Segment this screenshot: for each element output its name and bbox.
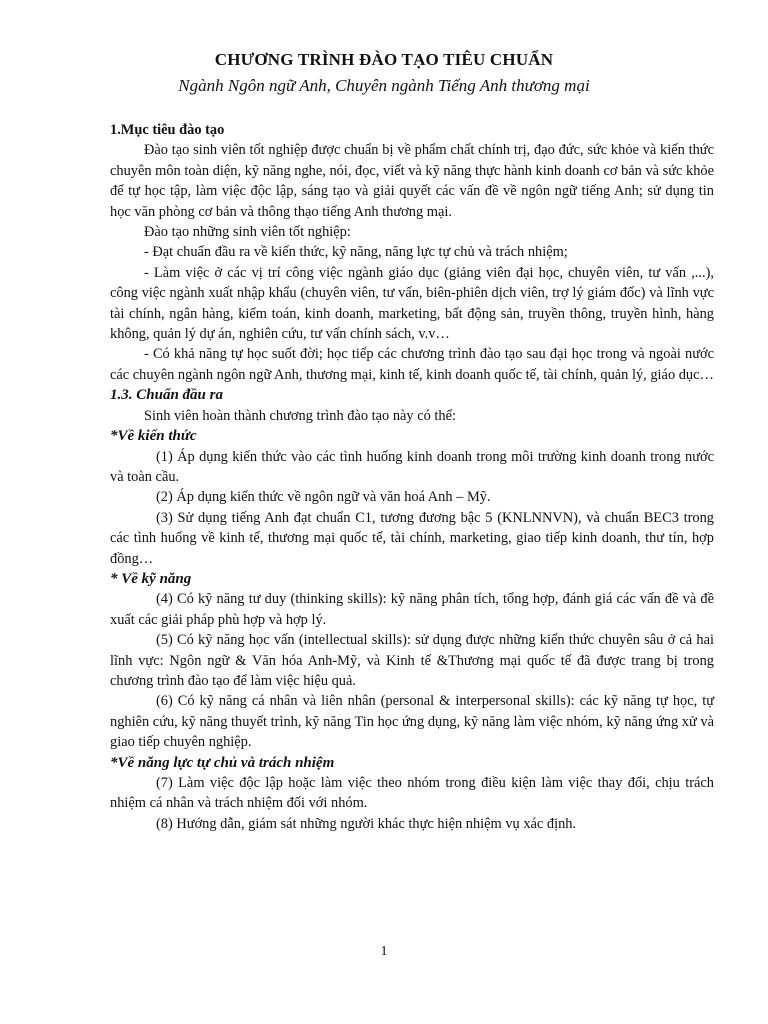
paragraph: Sinh viên hoàn thành chương trình đào tạo này có thể:: [144, 407, 456, 424]
subheading-skills: * Về kỹ năng: [110, 570, 192, 587]
section-heading-objectives: 1.Mục tiêu đào tạo: [110, 122, 225, 138]
page-number: 1: [380, 944, 388, 959]
paragraph: Đào tạo sinh viên tốt nghiệp được chuẩn bị về phẩm chất chính trị, đạo đức, sức khỏe và kiến thức chuyên môn toàn diện, kỹ năng nghe, nói, đọc, viết và kỹ năng thực hành kinh doanh cơ bản và sức khỏe để tự học tập, làm việc độc lập, sáng tạo và giải quyết các vấn đề về ngôn ngữ tiếng Anh; sử dụng tin học văn phòng cơ bản và thông thạo tiếng Anh thương mại.: [110, 142, 714, 220]
bullet-item: - Đạt chuẩn đầu ra về kiến thức, kỹ năng, năng lực tự chủ và trách nhiệm;: [144, 244, 568, 261]
subheading-knowledge: *Về kiến thức: [110, 428, 197, 445]
outcome-item: (8) Hướng dẫn, giám sát những người khác thực hiện nhiệm vụ xác định.: [156, 815, 577, 832]
outcome-item: (4) Có kỹ năng tư duy (thinking skills): kỹ năng phân tích, tổng hợp, đánh giá các vấn đề và đề xuất các giải pháp phù hợp và hợp lý.: [110, 591, 714, 628]
section-heading-outcomes: 1.3. Chuẩn đầu ra: [110, 387, 223, 404]
outcome-item: (2) Áp dụng kiến thức về ngôn ngữ và văn hoá Anh – Mỹ.: [156, 489, 491, 506]
outcome-item: (1) Áp dụng kiến thức vào các tình huống kinh doanh trong môi trường kinh doanh trong nước và toàn cầu.: [110, 448, 714, 485]
document-body: [110, 120, 714, 834]
outcome-item: (3) Sử dụng tiếng Anh đạt chuẩn C1, tương đương bậc 5 (KNLNNVN), và chuẩn BEC3 trong các tình huống về kinh tế, thương mại quốc tế, tài chính, marketing, giao tiếp kinh doanh, thư tín, hợp đồng…: [110, 509, 714, 567]
outcome-item: (6) Có kỹ năng cá nhân và liên nhân (personal & interpersonal skills): các kỹ năng tự học, tự nghiên cứu, kỹ năng thuyết trình, kỹ năng Tin học ứng dụng, kỹ năng làm việc nhóm, kỹ năng ứng xử và giao tiếp chuyên nghiệp.: [110, 693, 714, 751]
paragraph: Đào tạo những sinh viên tốt nghiệp:: [144, 224, 351, 241]
outcome-item: (7) Làm việc độc lập hoặc làm việc theo nhóm trong điều kiện làm việc thay đổi, chịu trách nhiệm cá nhân và trách nhiệm đối với nhóm.: [110, 775, 714, 812]
bullet-item: - Làm việc ở các vị trí công việc ngành giáo dục (giảng viên đại học, chuyên viên, tư vấn ,...), công việc ngành xuất nhập khẩu (chuyên viên, tư vấn, biên-phiên dịch viên, trợ lý giám đốc) và lĩnh vực tài chính, ngân hàng, kiểm toán, kinh doanh, marketing, bất động sản, truyền thông, truyền hình, hàng không, quản lý dự án, nghiên cứu, tư vấn chính sách, v.v…: [110, 264, 714, 343]
document-subtitle: Ngành Ngôn ngữ Anh, Chuyên ngành Tiếng Anh thương mại: [178, 76, 590, 95]
subheading-autonomy: *Về năng lực tự chủ và trách nhiệm: [110, 754, 335, 771]
outcome-item: (5) Có kỹ năng học vấn (intellectual skills): sử dụng được những kiến thức chuyên sâu ở cả hai lĩnh vực: Ngôn ngữ & Văn hóa Anh-Mỹ, và Kinh tế &Thương mại quốc tế đã được trang bị trong chương trình đào tạo để làm việc hiệu quả.: [110, 632, 714, 689]
document-title: CHƯƠNG TRÌNH ĐÀO TẠO TIÊU CHUẨN: [214, 50, 554, 69]
bullet-item: - Có khả năng tự học suốt đời; học tiếp các chương trình đào tạo sau đại học trong và ngoài nước các chuyên ngành ngôn ngữ Anh, thương mại, kinh tế, kinh doanh quốc tế, tài chính, quản lý, giáo dục…: [110, 346, 714, 383]
